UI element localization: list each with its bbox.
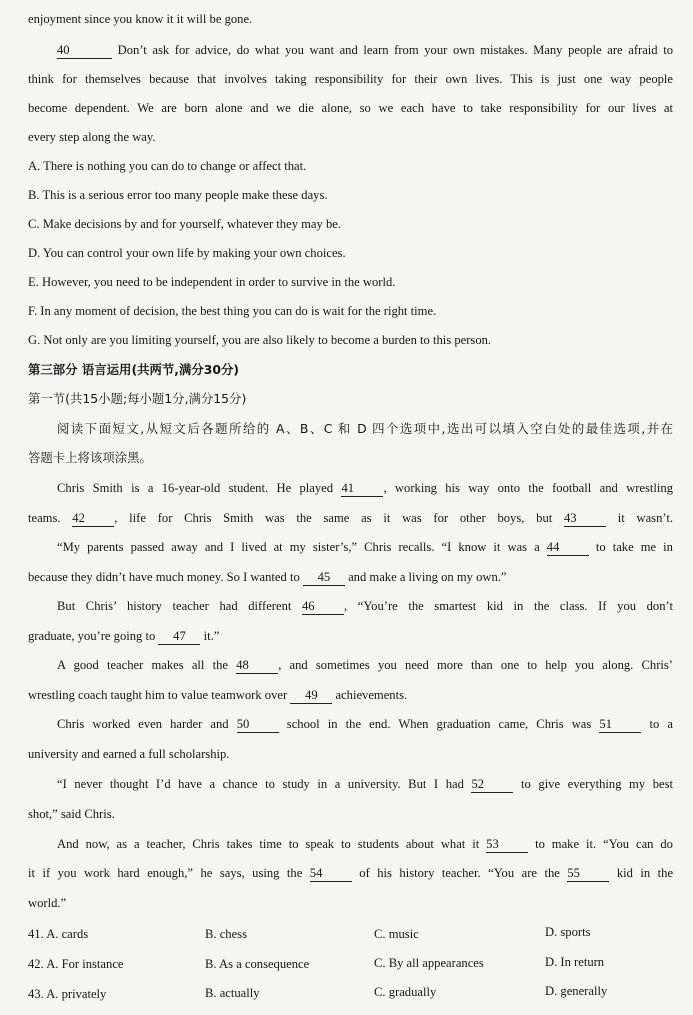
blank-50[interactable]: 50 bbox=[237, 716, 279, 733]
cloze-line-15: world.” bbox=[28, 896, 67, 910]
cloze-line-7: A good teacher makes all the 48 , and sometimes you need more than one to help you along. Chris’ bbox=[57, 658, 673, 672]
option-d: D. You can control your own life by making your own choices. bbox=[28, 246, 346, 260]
blank-42[interactable]: 42 bbox=[72, 510, 114, 527]
section-subtitle: 第一节(共15小题;每小题1分,满分15分) bbox=[28, 391, 247, 406]
blank-55[interactable]: 55 bbox=[567, 865, 609, 882]
answer-41-c[interactable]: C. music bbox=[374, 927, 419, 941]
option-b: B. This is a serious error too many people make these days. bbox=[28, 188, 328, 202]
blank-46[interactable]: 46 bbox=[302, 598, 344, 615]
section-title: 第三部分 语言运用(共两节,满分30分) bbox=[28, 362, 240, 377]
q40-line-4: every step along the way. bbox=[28, 130, 156, 144]
blank-53[interactable]: 53 bbox=[486, 836, 528, 853]
answer-43-b[interactable]: B. actually bbox=[205, 986, 260, 1000]
cloze-line-4: because they didn’t have much money. So I wanted to 45 and make a living on my own.” bbox=[28, 570, 507, 584]
q40-line-2: think for themselves because that involves taking responsibility for their own lives. This is just one way people bbox=[28, 72, 673, 86]
blank-49[interactable]: 49 bbox=[290, 687, 332, 704]
answer-42-c[interactable]: C. By all appearances bbox=[374, 956, 484, 970]
cloze-line-5: But Chris’ history teacher had different 46 , “You’re the smartest kid in the class. If you don’t bbox=[57, 599, 673, 613]
cloze-line-8: wrestling coach taught him to value teamwork over 49 achievements. bbox=[28, 688, 408, 702]
cloze-line-2: teams. 42 , life for Chris Smith was the same as it was for other boys, but 43 it wasn’t. bbox=[28, 511, 673, 525]
blank-44[interactable]: 44 bbox=[547, 539, 589, 556]
answer-43-d[interactable]: D. generally bbox=[545, 984, 608, 998]
q40-line-1 bbox=[57, 40, 673, 60]
answer-41-a[interactable]: 41. A. cards bbox=[28, 927, 89, 941]
answer-42-d[interactable]: D. In return bbox=[545, 955, 605, 969]
cloze-line-13: And now, as a teacher, Chris takes time to speak to students about what it 53 to make it. “You can do bbox=[57, 837, 673, 851]
answer-42-a[interactable]: 42. A. For instance bbox=[28, 957, 124, 971]
cloze-line-1: Chris Smith is a 16-year-old student. He played 41 , working his way onto the football and wrestling bbox=[57, 481, 674, 495]
option-c: C. Make decisions by and for yourself, whatever they may be. bbox=[28, 217, 342, 231]
cloze-line-6: graduate, you’re going to 47 it.” bbox=[28, 629, 220, 643]
cloze-line-11: “I never thought I’d have a chance to study in a university. But I had 52 to give everything my best bbox=[57, 777, 674, 791]
blank-40[interactable]: 40 bbox=[57, 42, 112, 59]
blank-43[interactable]: 43 bbox=[564, 510, 606, 527]
blank-51[interactable]: 51 bbox=[599, 716, 641, 733]
blank-54[interactable]: 54 bbox=[310, 865, 352, 882]
answer-42-b[interactable]: B. As a consequence bbox=[205, 957, 310, 971]
option-e: E. However, you need to be independent in order to survive in the world. bbox=[28, 275, 396, 289]
answer-43-a[interactable]: 43. A. privately bbox=[28, 987, 107, 1001]
blank-41[interactable]: 41 bbox=[341, 480, 383, 497]
option-f: F. In any moment of decision, the best thing you can do is wait for the right time. bbox=[28, 304, 437, 318]
passage-tail: enjoyment since you know it it will be gone. bbox=[28, 12, 253, 26]
cloze-line-3: “My parents passed away and I lived at my sister’s,” Chris recalls. “I know it was a 44 to take me in bbox=[57, 540, 673, 554]
blank-48[interactable]: 48 bbox=[236, 657, 278, 674]
option-a: A. There is nothing you can do to change or affect that. bbox=[28, 159, 307, 173]
blank-45[interactable]: 45 bbox=[303, 569, 345, 586]
cloze-line-12: shot,” said Chris. bbox=[28, 807, 115, 821]
instructions-line-2: 答题卡上将该项涂黑。 bbox=[28, 450, 152, 465]
blank-52[interactable]: 52 bbox=[471, 776, 513, 793]
cloze-line-10: university and earned a full scholarship. bbox=[28, 747, 230, 761]
q40-line-3: become dependent. We are born alone and we die alone, so we each have to take responsibility for our lives at bbox=[28, 101, 673, 115]
blank-47[interactable]: 47 bbox=[158, 628, 200, 645]
answer-41-b[interactable]: B. chess bbox=[205, 927, 247, 941]
cloze-line-9: Chris worked even harder and 50 school in the end. When graduation came, Chris was 51 to a bbox=[57, 717, 673, 731]
answer-43-c[interactable]: C. gradually bbox=[374, 985, 437, 999]
instructions-line-1: 阅读下面短文,从短文后各题所给的 A、B、C 和 D 四个选项中,选出可以填入空白处的最佳选项,并在 bbox=[57, 421, 673, 436]
q40-text-1: Don’t ask for advice, do what you want and learn from your own mistakes. Many people are afraid to bbox=[117, 43, 674, 57]
cloze-line-14: it if you work hard enough,” he says, using the 54 of his history teacher. “You are the 55 kid in the bbox=[28, 866, 674, 880]
answer-41-d[interactable]: D. sports bbox=[545, 925, 591, 939]
option-g: G. Not only are you limiting yourself, you are also likely to become a burden to this person. bbox=[28, 333, 492, 347]
